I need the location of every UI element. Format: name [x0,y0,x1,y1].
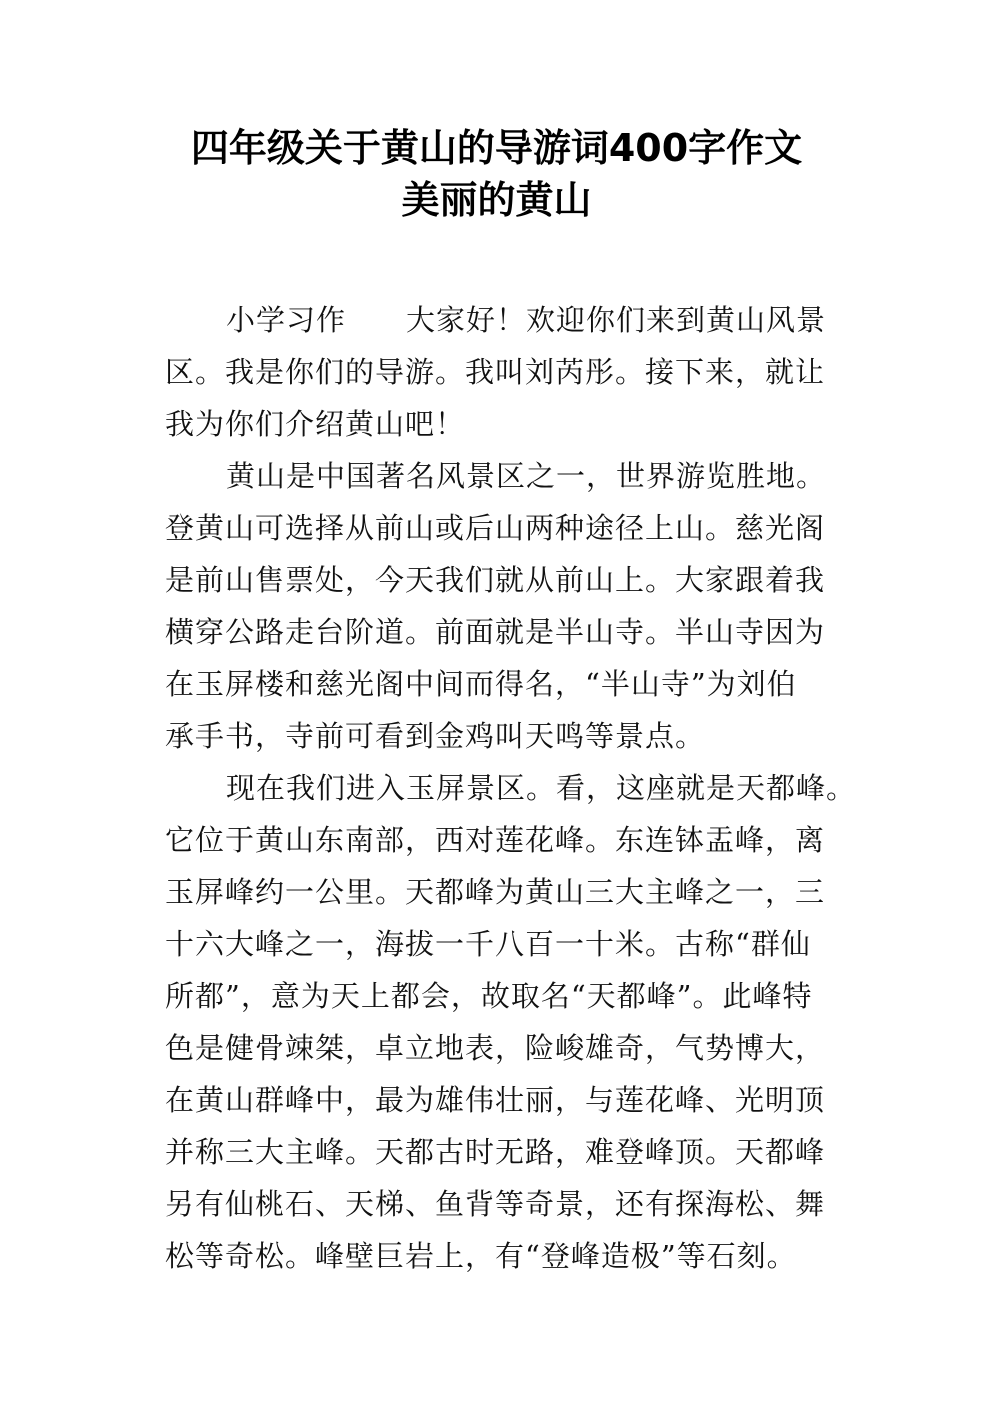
paragraph-line: 所都”，意为天上都会，故取名“天都峰”。此峰特 [165,979,813,1013]
paragraph-line: 我为你们介绍黄山吧！ [165,407,466,441]
paragraph-line: 是前山售票处，今天我们就从前山上。大家跟着我 [165,563,826,597]
document-body [165,294,865,1282]
paragraph-line: 在黄山群峰中，最为雄伟壮丽，与莲花峰、光明顶 [165,1083,826,1117]
paragraph-line: 登黄山可选择从前山或后山两种途径上山。慈光阁 [165,511,826,545]
paragraph-line: 另有仙桃石、天梯、鱼背等奇景，还有探海松、舞 [165,1187,826,1221]
paragraph-line: 横穿公路走台阶道。前面就是半山寺。半山寺因为 [165,615,826,649]
paragraph-line: 松等奇松。峰壁巨岩上，有“登峰造极”等石刻。 [165,1239,797,1273]
paragraph-line: 并称三大主峰。天都古时无路，难登峰顶。天都峰 [165,1135,826,1169]
paragraph-line: 在玉屏楼和慈光阁中间而得名，“半山寺”为刘伯 [165,667,797,701]
document-title: 四年级关于黄山的导游词400字作文 [190,126,803,170]
paragraph-line: 小学习作 大家好！欢迎你们来到黄山风景 [226,303,827,337]
paragraph-line: 它位于黄山东南部，西对莲花峰。东连钵盂峰，离 [165,823,826,857]
paragraph-line: 区。我是你们的导游。我叫刘芮彤。接下来，就让 [165,355,826,389]
paragraph-line: 黄山是中国著名风景区之一，世界游览胜地。 [226,459,827,493]
document-subtitle: 美丽的黄山 [401,178,592,222]
paragraph-line: 承手书，寺前可看到金鸡叫天鸣等景点。 [165,719,706,753]
paragraph-line: 玉屏峰约一公里。天都峰为黄山三大主峰之一，三 [165,875,826,909]
paragraph-line: 十六大峰之一，海拔一千八百一十米。古称“群仙 [165,927,811,961]
paragraph-line: 色是健骨竦桀，卓立地表，险峻雄奇，气势博大， [165,1031,826,1065]
paragraph-line: 现在我们进入玉屏景区。看，这座就是天都峰。 [226,771,857,805]
